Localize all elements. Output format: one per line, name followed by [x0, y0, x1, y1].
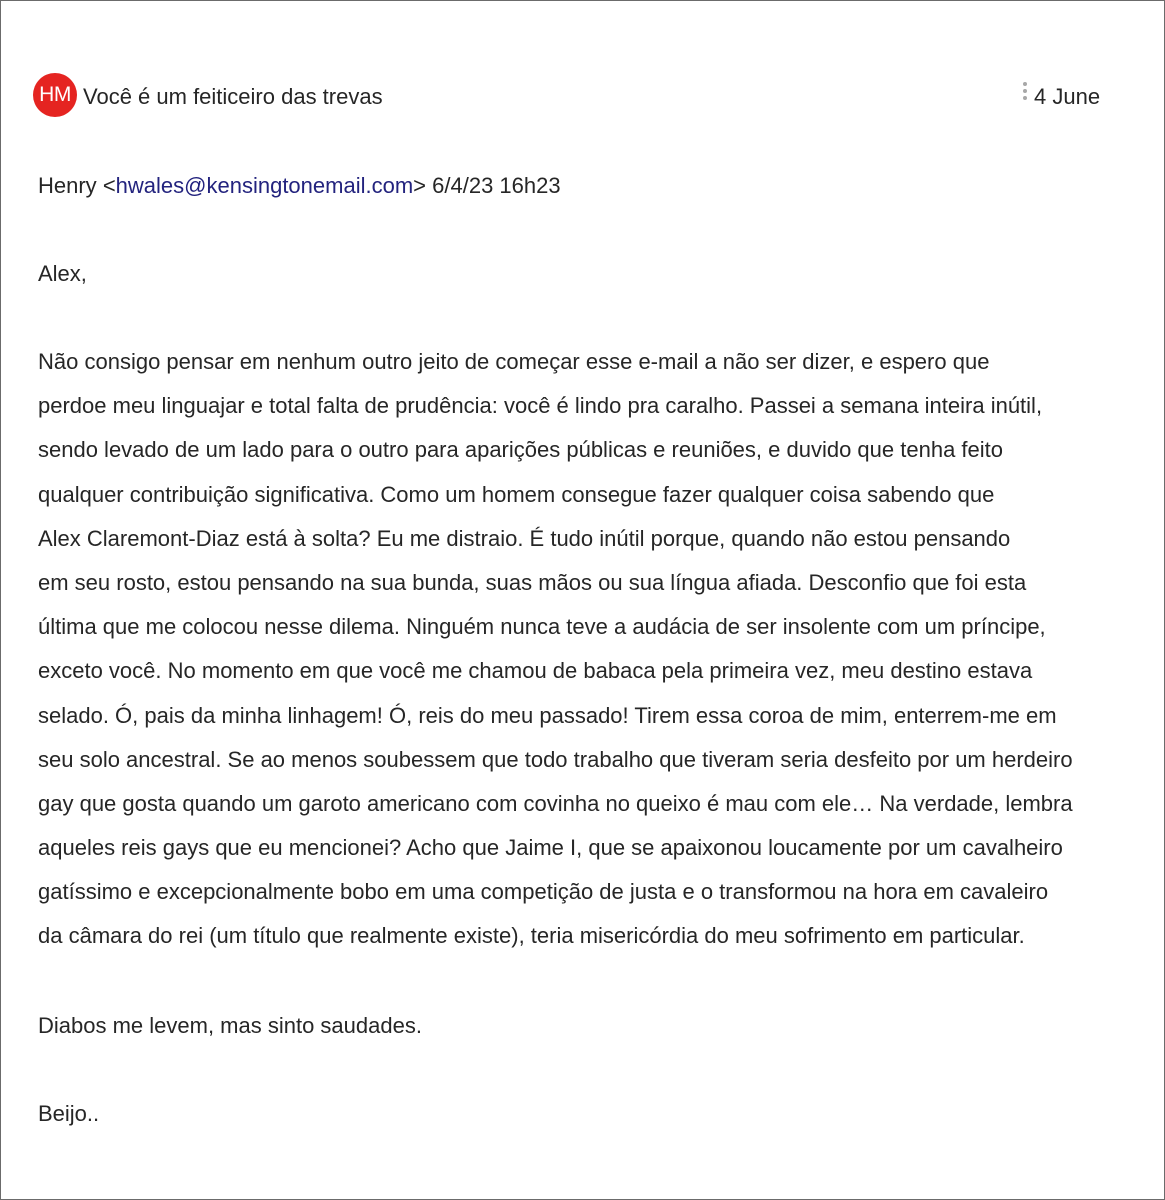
signoff: Beijo.. [38, 1101, 100, 1126]
closing-line: Diabos me levem, mas sinto saudades. [38, 1013, 422, 1038]
sender-name: Henry [38, 173, 97, 198]
sender-line [38, 173, 561, 199]
body-line: Não consigo pensar em nenhum outro jeito de começar esse e-mail a não ser dizer, e espero que [38, 349, 990, 374]
body-line: selado. Ó, pais da minha linhagem! Ó, reis do meu passado! Tirem essa coroa de mim, enterrem-me em [38, 702, 1057, 728]
body-line: seu solo ancestral. Se ao menos soubessem que todo trabalho que tiveram seria desfeito por um herdeiro [38, 746, 1073, 772]
avatar[interactable]: HM [33, 73, 77, 117]
sent-timestamp: 6/4/23 16h23 [432, 173, 561, 198]
sender-email-link[interactable]: hwales@kensingtonemail.com [115, 173, 414, 198]
body-line: perdoe meu linguajar e total falta de prudência: você é lindo pra caralho. Passei a semana inteira inútil, [38, 393, 1043, 419]
email-subject: Você é um feiticeiro das trevas [83, 84, 383, 109]
email-body [38, 340, 1148, 959]
more-vertical-icon[interactable] [1022, 82, 1028, 106]
sender-bracket-close: > [413, 173, 427, 198]
body-line: qualquer contribuição significativa. Como um homem consegue fazer qualquer coisa sabendo que [38, 481, 995, 507]
body-line: Alex Claremont-Diaz está à solta? Eu me distraio. É tudo inútil porque, quando não estou pensando [38, 525, 1011, 551]
body-line: sendo levado de um lado para o outro para aparições públicas e reuniões, e duvido que tenha feito [38, 437, 1004, 463]
body-line: gay que gosta quando um garoto americano com covinha no queixo é mau com ele… Na verdade, lembra [38, 790, 1073, 816]
body-line: da câmara do rei (um título que realmente existe), teria misericórdia do meu sofrimento em particular. [38, 923, 1025, 949]
greeting: Alex, [38, 261, 87, 286]
email-date: 4 June [1034, 84, 1101, 109]
email-header [33, 73, 1113, 121]
body-line: última que me colocou nesse dilema. Ninguém nunca teve a audácia de ser insolente com um príncipe, [38, 614, 1046, 640]
body-line: gatíssimo e excepcionalmente bobo em uma competição de justa e o transformou na hora em cavaleiro [38, 879, 1049, 905]
sender-bracket-open: < [102, 173, 116, 198]
body-line: em seu rosto, estou pensando na sua bunda, suas mãos ou sua língua afiada. Desconfio que foi esta [38, 569, 1027, 595]
body-line: aqueles reis gays que eu mencionei? Acho que Jaime I, que se apaixonou loucamente por um cavalheiro [38, 835, 1063, 861]
body-line: exceto você. No momento em que você me chamou de babaca pela primeira vez, meu destino estava [38, 658, 1033, 684]
